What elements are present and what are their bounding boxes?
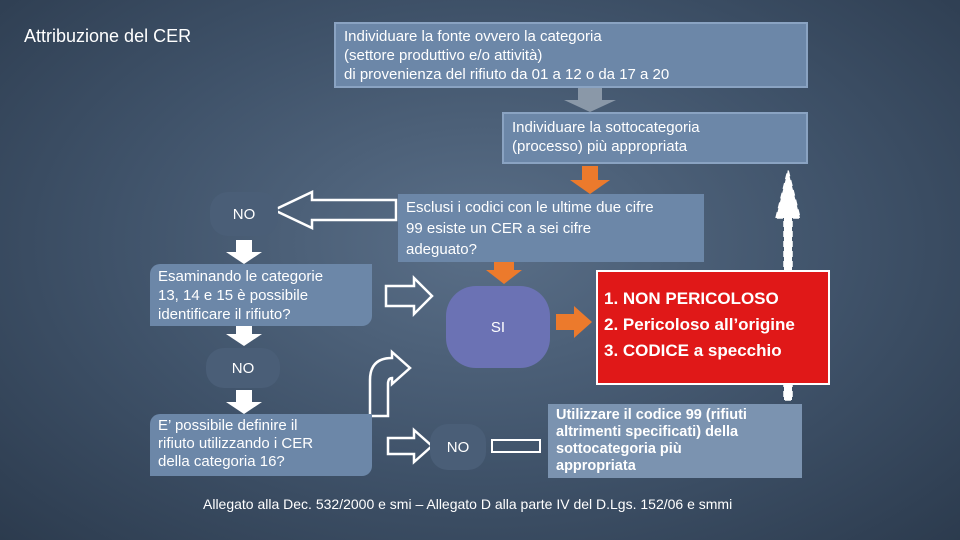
source-line-2: (settore produttivo e/o attività) [344, 47, 543, 64]
categories-line-3: identificare il rifiuto? [158, 306, 291, 323]
hazard-classification-box [596, 270, 830, 385]
categories-line-2: 13, 14 e 15 è possibile [158, 287, 309, 304]
code99-line-1: Utilizzare il codice 99 (rifiuti [556, 407, 747, 423]
subcategory-box [502, 112, 808, 164]
hazard-item-3: 3. CODICE a specchio [604, 341, 782, 360]
arrow-subcategory-to-excluded [570, 166, 610, 194]
hazard-item-2: 2. Pericoloso all’origine [604, 315, 795, 334]
arrow-category16-to-no [388, 430, 432, 462]
no-mid-label: NO [206, 348, 280, 388]
excluded-line-3: adeguato? [406, 241, 477, 258]
arrow-no-to-code99 [492, 440, 540, 452]
excluded-line-1: Esclusi i codici con le ultime due cifre [406, 199, 654, 216]
code99-line-2: altrimenti specificati) della [556, 424, 739, 440]
arrow-excluded-to-si [486, 262, 522, 284]
subcategory-line-1: Individuare la sottocategoria [512, 119, 700, 136]
code99-line-3: sottocategoria più [556, 441, 682, 457]
source-line-1: Individuare la fonte ovvero la categoria [344, 28, 602, 45]
category16-line-1: E’ possibile definire il [158, 417, 298, 434]
code99-line-4: appropriata [556, 458, 636, 474]
arrow-categories-to-si [386, 278, 432, 314]
arrow-source-to-subcategory [564, 88, 616, 112]
categories-line-1: Esaminando le categorie [158, 268, 324, 285]
page-title: Attribuzione del CER [24, 26, 192, 46]
source-category-box [334, 22, 808, 88]
arrow-excluded-to-no [274, 192, 396, 228]
category16-line-3: della categoria 16? [158, 453, 285, 470]
arrow-no-to-category16 [226, 390, 262, 414]
si-label: SI [446, 286, 550, 368]
excluded-codes-box [398, 194, 704, 262]
arrow-no-to-categories [226, 240, 262, 264]
excluded-line-2: 99 esiste un CER a sei cifre [406, 220, 592, 237]
arrow-categories-to-no [226, 326, 262, 346]
hazard-item-1: 1. NON PERICOLOSO [604, 289, 779, 308]
arrow-curved-up [370, 352, 410, 416]
footer-reference: Allegato alla Dec. 532/2000 e smi – Allegato D alla parte IV del D.Lgs. 152/06 e smmi [203, 496, 733, 512]
no-bottom-label: NO [430, 424, 486, 470]
code99-box [548, 404, 802, 478]
categories-box [150, 264, 372, 326]
source-line-3: di provenienza del rifiuto da 01 a 12 o da 17 a 20 [344, 66, 670, 83]
category16-box [150, 414, 372, 476]
arrow-si-to-red [556, 306, 592, 338]
subcategory-line-2: (processo) più appropriata [512, 138, 688, 155]
no-top-label: NO [210, 192, 278, 236]
category16-line-2: rifiuto utilizzando i CER [158, 435, 314, 452]
